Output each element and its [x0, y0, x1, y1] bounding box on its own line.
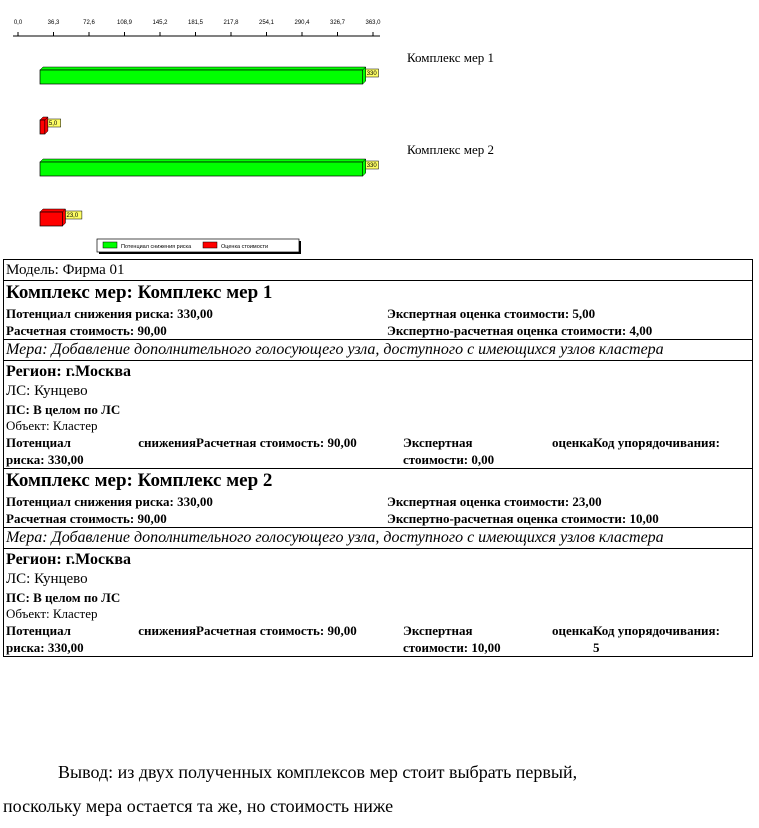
x-tick-label: 0,0 [13, 20, 23, 26]
complex-title: Комплекс мер: Комплекс мер 1 [6, 282, 273, 303]
report-table [3, 259, 753, 657]
chart-canvas [0, 0, 759, 258]
data-label: 330 [366, 163, 377, 169]
risk-cost-chart [0, 0, 759, 258]
region-label: Регион: г.Москва [6, 363, 132, 380]
complex-2-details [4, 549, 752, 657]
row-potential: Потенциал снижения риска: 330,00 [6, 435, 196, 467]
row-calc-cost: Расчетная стоимость: 90,00 [196, 435, 357, 450]
legend-swatch [203, 242, 217, 248]
legend-swatch [103, 242, 117, 248]
bar-side-face [363, 67, 366, 84]
potential-value: Потенциал снижения риска: 330,00 [6, 306, 213, 321]
data-label: 330 [366, 71, 377, 77]
row-potential: Потенциал снижения риска: 330,00 [6, 623, 196, 655]
expert-calc-cost-value: Экспертно-расчетная оценка стоимости: 10,00 [387, 511, 659, 526]
conclusion-line-2: поскольку мера остается та же, но стоимость ниже [3, 796, 394, 816]
complex-1-header [4, 281, 752, 340]
x-tick-label: 145,2 [152, 20, 168, 26]
model-line: Модель: Фирма 01 [4, 260, 752, 281]
x-tick-label: 108,9 [116, 20, 133, 26]
row-sort-code: Код упорядочивания: 5 [593, 623, 720, 655]
expert-cost-value: Экспертная оценка стоимости: 23,00 [387, 494, 602, 509]
measure-text: Мера: Добавление дополнительного голосующего узла, доступного с имеющихся узлов кластера [4, 340, 752, 361]
legend-label: Оценка стоимости [221, 244, 269, 250]
calc-cost-value: Расчетная стоимость: 90,00 [6, 511, 167, 526]
potential-value: Потенциал снижения риска: 330,00 [6, 494, 213, 509]
ps-label: ПС: В целом по ЛС [6, 590, 121, 605]
object-label: Объект: Кластер [6, 606, 98, 621]
bar [40, 212, 62, 226]
data-label: 5,0 [48, 121, 58, 127]
bar [40, 162, 363, 176]
row-calc-cost: Расчетная стоимость: 90,00 [196, 623, 357, 638]
conclusion-paragraph [3, 755, 719, 823]
bar-top-face [40, 209, 65, 212]
expert-cost-value: Экспертная оценка стоимости: 5,00 [387, 306, 596, 321]
region-label: Регион: г.Москва [6, 551, 132, 568]
bar [40, 70, 363, 84]
row-expert-cost: Экспертная оценка стоимости: 10,00 [403, 623, 593, 655]
row-expert-cost: Экспертная оценка стоимости: 0,00 [403, 435, 593, 467]
row-sort-code: Код упорядочивания: [593, 435, 720, 450]
expert-calc-cost-value: Экспертно-расчетная оценка стоимости: 4,00 [387, 323, 653, 338]
complex-title: Комплекс мер: Комплекс мер 2 [6, 470, 273, 491]
ls-label: ЛС: Кунцево [6, 571, 88, 587]
x-tick-label: 254,1 [258, 20, 275, 26]
object-label: Объект: Кластер [6, 418, 98, 433]
ls-label: ЛС: Кунцево [6, 383, 88, 399]
x-tick-label: 363,0 [365, 20, 381, 26]
data-label: 23,0 [66, 213, 79, 219]
x-tick-label: 217,8 [223, 20, 239, 26]
x-tick-label: 326,7 [329, 20, 346, 26]
bar [40, 120, 45, 134]
category-label: Комплекс мер 2 [407, 142, 494, 157]
x-tick-label: 72,6 [83, 20, 95, 26]
complex-1-details [4, 361, 752, 469]
bar-top-face [40, 67, 366, 70]
x-tick-label: 36,3 [47, 20, 60, 26]
x-tick-label: 181,5 [187, 20, 204, 26]
category-label: Комплекс мер 1 [407, 50, 494, 65]
complex-2-header [4, 469, 752, 528]
bar-side-face [45, 117, 48, 134]
legend-label: Потенциал снижения риска [121, 244, 192, 250]
ps-label: ПС: В целом по ЛС [6, 402, 121, 417]
bar-top-face [40, 159, 366, 162]
conclusion-line-1: Вывод: из двух полученных комплексов мер стоит выбрать первый, [58, 762, 578, 782]
calc-cost-value: Расчетная стоимость: 90,00 [6, 323, 167, 338]
bar-side-face [62, 209, 65, 226]
bar-side-face [363, 159, 366, 176]
x-tick-label: 290,4 [294, 20, 310, 26]
measure-text: Мера: Добавление дополнительного голосующего узла, доступного с имеющихся узлов кластера [4, 528, 752, 549]
